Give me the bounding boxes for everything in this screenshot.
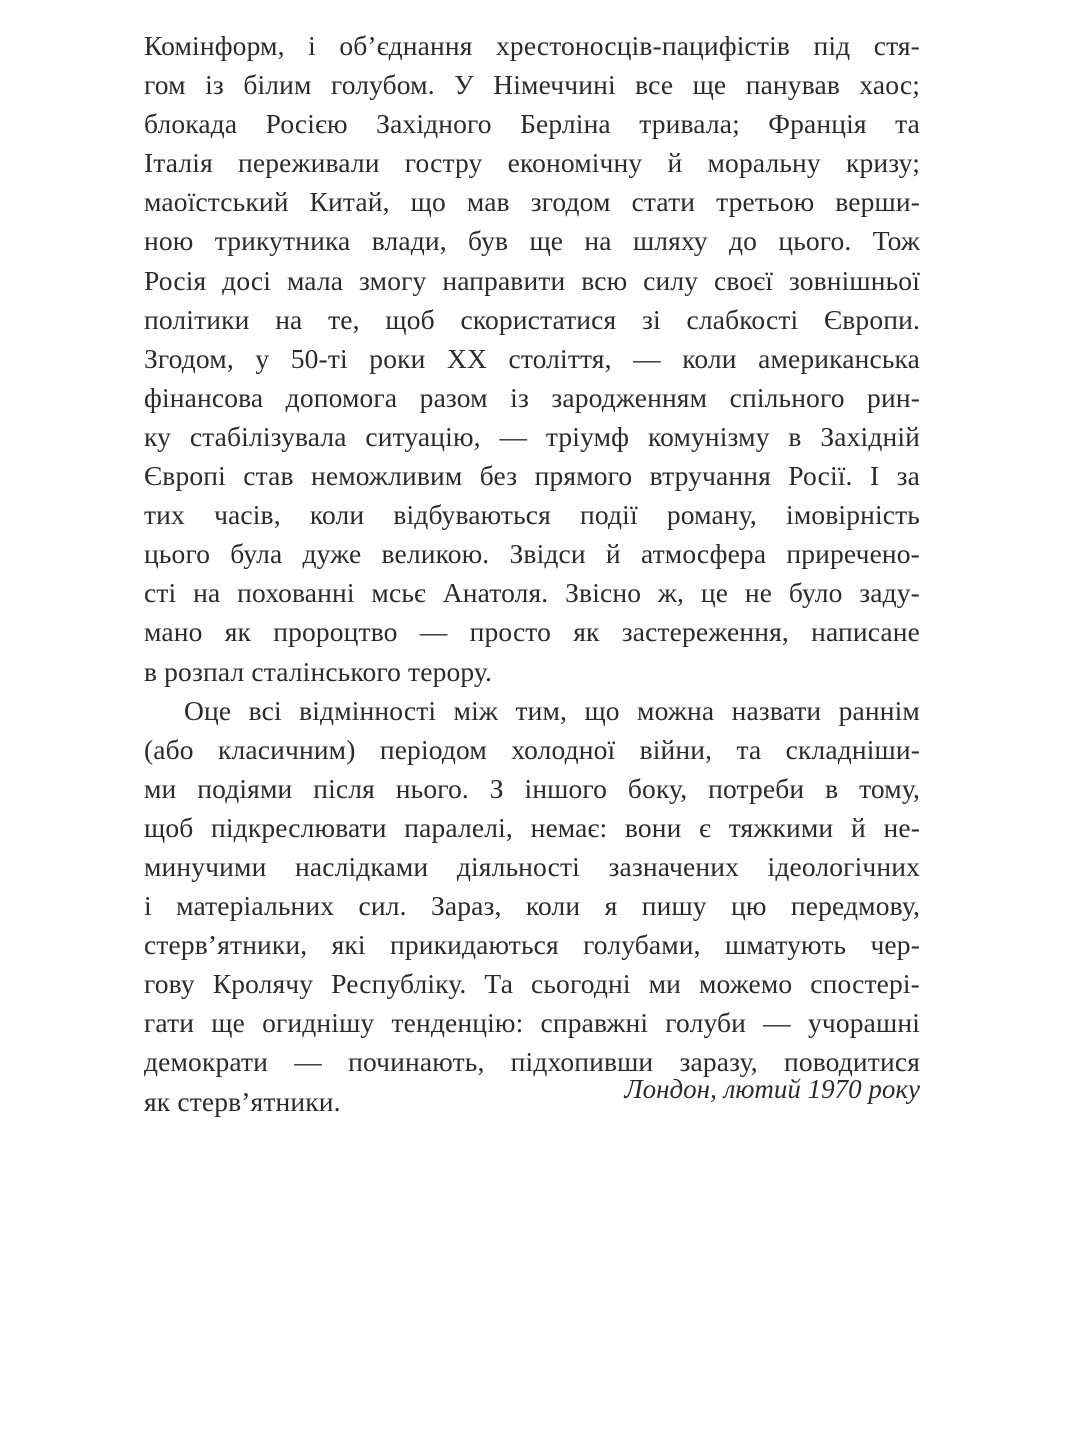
text-line: Згодом, у 50-ті роки XX століття, — коли американська <box>144 342 920 374</box>
text-line: гати ще огиднішу тенденцію: справжні голуби — учорашні <box>144 1007 920 1039</box>
signature-place-date: Лондон, лютий 1970 року <box>624 1074 920 1104</box>
body-text <box>144 26 920 1121</box>
text-line: гом із білим голубом. У Німеччині все ще панував хаос; <box>144 69 920 101</box>
text-line: щоб підкреслювати паралелі, немає: вони є тяжкими й не- <box>144 811 920 843</box>
text-line: Оце всі відмінності між тим, що можна назвати раннім <box>184 694 920 726</box>
text-line: політики на те, щоб скористатися зі слабкості Європи. <box>144 303 920 335</box>
text-line: (або класичним) періодом холодної війни, та складніши- <box>144 733 920 765</box>
text-line: фінансова допомога разом із зародженням спільного рин- <box>144 381 920 413</box>
text-line: ною трикутника влади, був ще на шляху до цього. Тож <box>144 225 920 257</box>
text-line: минучими наслідками діяльності зазначених ідеологічних <box>144 850 920 882</box>
text-line: ми подіями після нього. З іншого боку, потреби в тому, <box>144 772 920 804</box>
text-line: демократи — починають, підхопивши заразу, поводитися <box>144 1046 920 1078</box>
text-line: блокада Росією Західного Берліна тривала; Франція та <box>144 108 920 140</box>
text-line: Європі став неможливим без прямого втручання Росії. І за <box>144 460 920 492</box>
paragraph-1 <box>144 26 920 691</box>
text-line: Італія переживали гостру економічну й моральну кризу; <box>144 147 920 179</box>
text-line: ку стабілізувала ситуацію, — тріумф комунізму в Західній <box>144 420 920 452</box>
text-line: і матеріальних сил. Зараз, коли я пишу цю передмову, <box>144 890 920 922</box>
text-line: мано як пророцтво — просто як застереження, написане <box>144 616 920 648</box>
text-line: Росія досі мала змогу направити всю силу своєї зовнішньої <box>144 264 920 296</box>
text-line: в розпал сталінського терору. <box>144 655 493 687</box>
text-line: тих часів, коли відбуваються події роману, імовірність <box>144 499 920 531</box>
text-line: сті на похованні мсьє Анатоля. Звісно ж, це не було заду- <box>144 577 920 609</box>
text-line: стерв’ятники, які прикидаються голубами, шматують чер- <box>144 929 920 961</box>
paragraph-2 <box>144 691 920 1121</box>
text-line: гову Кролячу Республіку. Та сьогодні ми можемо спостері- <box>144 968 920 1000</box>
text-line: як стерв’ятники. <box>144 1085 341 1117</box>
text-line: Комінформ, і об’єднання хрестоносців-пацифістів під стя- <box>144 30 920 61</box>
text-line: маоїстський Китай, що мав згодом стати третьою верши- <box>144 186 920 218</box>
text-line: цього була дуже великою. Звідси й атмосфера приречено- <box>144 538 920 570</box>
